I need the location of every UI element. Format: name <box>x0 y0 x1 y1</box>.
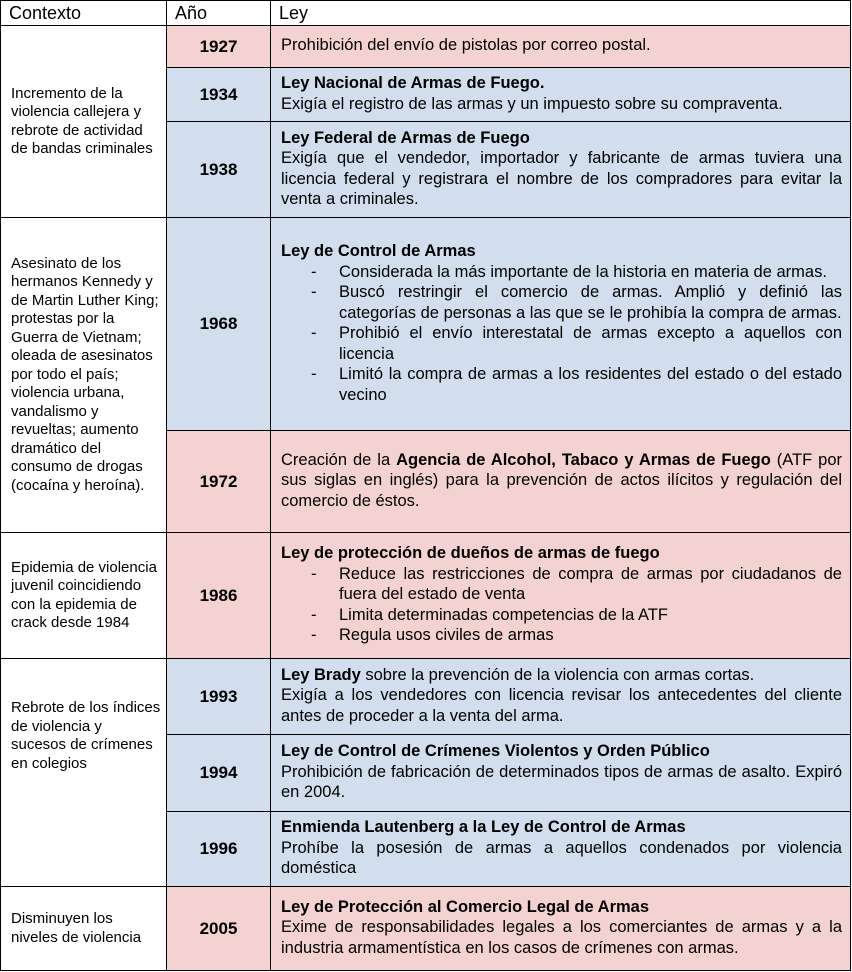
context-cell: Asesinato de los hermanos Kennedy y de Martin Luther King; protestas por la Guerra de Vietnam; oleada de asesinatos por todo el país; violencia urbana, vandalismo y revueltas; aumento dramático del consumo de drogas (cocaína y heroína). <box>1 218 167 533</box>
law-title: Ley Nacional de Armas de Fuego. <box>281 74 545 92</box>
list-item: - Reduce las restricciones de compra de armas por ciudadanos de fuera del estado de venta <box>281 564 842 605</box>
law-cell <box>271 533 851 659</box>
year-cell: 2005 <box>167 887 271 971</box>
year-cell: 1934 <box>167 68 271 122</box>
year-cell: 1972 <box>167 431 271 533</box>
list-item: - Prohibió el envío interestatal de armas excepto a aquellos con licencia <box>281 323 842 364</box>
year-cell: 1986 <box>167 533 271 659</box>
list-item: - Regula usos civiles de armas <box>281 625 842 646</box>
table-row <box>1 533 851 659</box>
law-text: Exigía el registro de las armas y un impuesto sobre su compraventa. <box>281 94 783 113</box>
list-item: - Considerada la más importante de la historia en materia de armas. <box>281 262 842 283</box>
law-title: Ley Brady <box>281 665 361 684</box>
law-text-post: (ATF por sus siglas en inglés) para la prevención de actos ilícitos y regulación del comercio de éstos. <box>281 450 843 510</box>
header-anio: Año <box>167 1 271 26</box>
law-title: Ley de Protección al Comercio Legal de Armas <box>281 897 650 916</box>
list-item: - Limitó la compra de armas a los residentes del estado o del estado vecino <box>281 364 842 405</box>
law-text: Exigía que el vendedor, importador y fabricante de armas tuviera una licencia federal y registrara el nombre de los compradores para evitar la venta a criminales. <box>281 149 842 208</box>
law-items <box>281 564 842 646</box>
law-title: Ley de protección de dueños de armas de fuego <box>281 544 660 563</box>
law-agency-name: Agencia de Alcohol, Tabaco y Armas de Fuego <box>396 450 771 469</box>
year-cell: 1968 <box>167 218 271 431</box>
law-text: Prohibición del envío de pistolas por correo postal. <box>281 36 651 55</box>
table-row <box>1 218 851 431</box>
law-cell <box>271 218 851 431</box>
table-row <box>1 659 851 735</box>
law-title: Ley de Control de Crímenes Violentos y Orden Público <box>281 742 710 761</box>
law-items <box>281 262 842 406</box>
year-cell: 1996 <box>167 812 271 887</box>
law-cell <box>271 887 851 971</box>
list-item: - Buscó restringir el comercio de armas. Amplió y definió las categorías de personas a las que se le prohibía la compra de armas. <box>281 282 842 323</box>
law-cell <box>271 735 851 812</box>
law-text-pre: Creación de la <box>281 450 397 469</box>
year-cell: 1994 <box>167 735 271 812</box>
header-contexto: Contexto <box>1 1 167 26</box>
law-text: Exigía a los vendedores con licencia revisar los antecedentes del cliente antes de proceder a la venta del arma. <box>281 686 842 725</box>
context-cell: Incremento de la violencia callejera y rebrote de actividad de bandas criminales <box>1 26 167 218</box>
law-title: Enmienda Lautenberg a la Ley de Control de Armas <box>281 818 686 837</box>
header-row <box>1 1 851 26</box>
list-item: - Limita determinadas competencias de la ATF <box>281 605 842 626</box>
context-cell: Epidemia de violencia juvenil coincidiendo con la epidemia de crack desde 1984 <box>1 533 167 659</box>
law-title: Ley Federal de Armas de Fuego <box>281 128 530 147</box>
law-text: Prohibición de fabricación de determinados tipos de armas de asalto. Expiró en 2004. <box>281 762 842 802</box>
year-cell: 1993 <box>167 659 271 735</box>
law-title-rest: sobre la prevención de la violencia con armas cortas. <box>360 665 755 684</box>
header-ley: Ley <box>271 1 851 26</box>
context-cell: Rebrote de los índices de violencia y sucesos de crímenes en colegios <box>1 659 167 887</box>
year-cell: 1938 <box>167 122 271 218</box>
year-cell: 1927 <box>167 26 271 68</box>
table-row <box>1 26 851 68</box>
law-text: Prohíbe la posesión de armas a aquellos condenados por violencia doméstica <box>281 838 842 878</box>
law-cell <box>271 26 851 68</box>
law-text: Exime de responsabilidades legales a los comerciantes de armas y a la industria armamentística en los casos de crímenes con armas. <box>281 918 842 957</box>
law-cell <box>271 431 851 533</box>
law-cell <box>271 659 851 735</box>
table-row <box>1 887 851 971</box>
law-cell <box>271 68 851 122</box>
context-cell: Disminuyen los niveles de violencia <box>1 887 167 971</box>
law-cell <box>271 812 851 887</box>
law-title: Ley de Control de Armas <box>281 242 476 260</box>
law-cell <box>271 122 851 218</box>
